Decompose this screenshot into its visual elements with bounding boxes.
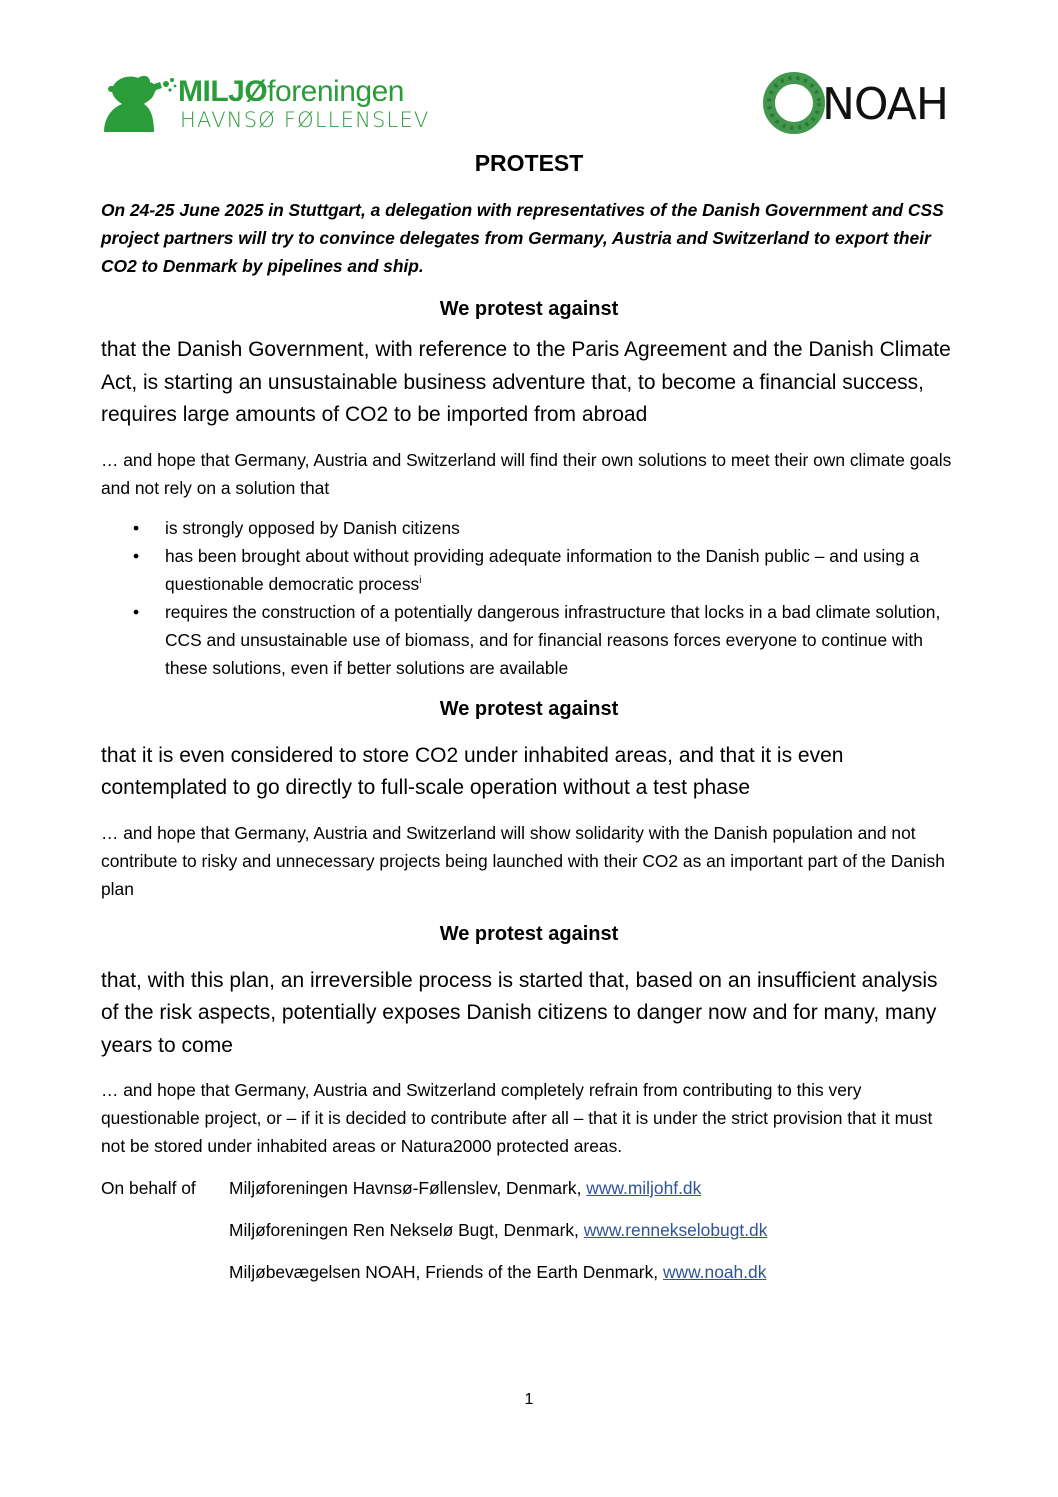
list-item: • is strongly opposed by Danish citizens bbox=[101, 514, 957, 542]
section-heading: We protest against bbox=[439, 922, 619, 945]
signatory-link[interactable]: www.rennekselobugt.dk bbox=[583, 1220, 768, 1240]
section-hope: … and hope that Germany, Austria and Switzerland completely refrain from contributing to this very questionable project, or – if it is decided to contribute after all – that it is under the strict provision that it must not be stored under inhabited areas or Natura2000 protected areas. bbox=[101, 1080, 933, 1156]
list-item: • requires the construction of a potentially dangerous infrastructure that locks in a bad climate solution, CCS and unsustainable use of biomass, and for financial reasons forces everyone to continue with these solutions, even if better solutions are available bbox=[101, 598, 957, 682]
bullet-list bbox=[101, 514, 957, 682]
miljoforeningen-logo bbox=[100, 66, 430, 136]
signatory-name: Miljøbevægelsen NOAH, Friends of the Earth Denmark, bbox=[229, 1262, 663, 1282]
section-hope: … and hope that Germany, Austria and Switzerland will show solidarity with the Danish population and not contribute to risky and unnecessary projects being launched with their CO2 as an important part of the Danish plan bbox=[101, 822, 945, 899]
intro-paragraph: On 24-25 June 2025 in Stuttgart, a delegation with representatives of the Danish Government and CSS project partners will try to convince delegates from Germany, Austria and Switzerland to export their CO2 to Denmark by pipelines and ship. bbox=[101, 200, 944, 276]
signatory-link[interactable]: www.noah.dk bbox=[662, 1262, 767, 1282]
section-hope: … and hope that Germany, Austria and Switzerland will find their own solutions to meet their own climate goals and not rely on a solution that bbox=[101, 449, 952, 498]
logo-title: MILJØforeningen bbox=[178, 75, 404, 108]
section-statement: that, with this plan, an irreversible process is started that, based on an insufficient analysis of the risk aspects, potentially exposes Danish citizens to danger now and for many, many years to come bbox=[101, 968, 938, 1057]
section-heading: We protest against bbox=[439, 697, 619, 720]
signatory-name: Miljøforeningen Havnsø-Føllenslev, Denmark, bbox=[229, 1178, 587, 1198]
section-statement: that it is even considered to store CO2 under inhabited areas, and that it is even contemplated to go directly to full-scale operation without a test phase bbox=[101, 743, 844, 799]
signatory-row bbox=[101, 1258, 957, 1286]
signatory-name: Miljøforeningen Ren Nekselø Bugt, Denmark, bbox=[229, 1220, 584, 1240]
section-statement: that the Danish Government, with reference to the Paris Agreement and the Danish Climate Act, is starting an unsustainable business adventure that, to become a financial success, requires large amounts of CO2 to be imported from abroad bbox=[101, 338, 951, 426]
person-silhouette-icon bbox=[100, 68, 178, 134]
signatories-label: On behalf of bbox=[101, 1178, 196, 1198]
footnote-mark: i bbox=[419, 574, 422, 586]
page-number: 1 bbox=[524, 1391, 534, 1408]
page-title: PROTEST bbox=[474, 150, 584, 176]
signatory-row bbox=[101, 1174, 957, 1202]
document-body bbox=[101, 148, 957, 1286]
list-item: • has been brought about without providing adequate information to the Danish public – and using a questionable democratic process$^i$ bbox=[101, 542, 957, 598]
noah-logo bbox=[762, 70, 957, 140]
signatories bbox=[101, 1174, 957, 1286]
signatory-link[interactable]: www.miljohf.dk bbox=[586, 1178, 702, 1198]
noah-logo-text: NOAH bbox=[822, 79, 948, 130]
logo-subtitle: HAVNSØ FØLLENSLEV bbox=[180, 108, 430, 132]
signatory-row bbox=[101, 1216, 957, 1244]
section-heading: We protest against bbox=[439, 298, 619, 320]
